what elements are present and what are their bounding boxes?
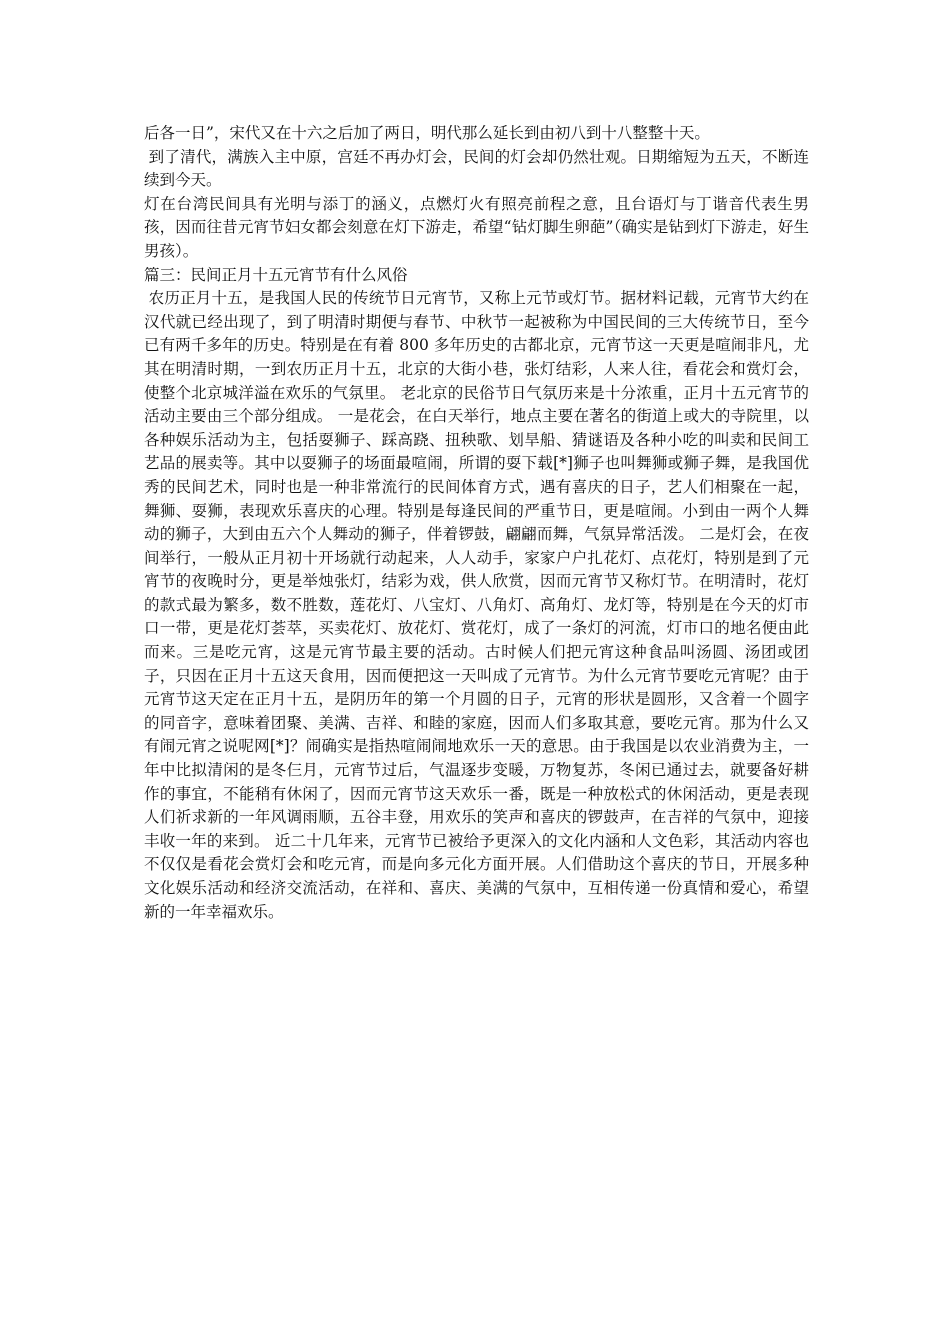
document-page: [144, 122, 809, 924]
section-heading: 篇三：民间正月十五元宵节有什么风俗: [144, 265, 408, 284]
paragraph-2: 到了清代，满族入主中原，宫廷不再办灯会，民间的灯会却仍然壮观。日期缩短为五天，不断连续到今天。: [144, 147, 809, 190]
paragraph-3: 灯在台湾民间具有光明与添丁的涵义，点燃灯火有照亮前程之意，且台语灯与丁谐音代表生男孩，因而往昔元宵节妇女都会刻意在灯下游走，希望“钻灯脚生卵葩”（确实是钻到灯下游走，好生男孩）。: [144, 194, 809, 260]
paragraph-1: 后各一日”，宋代又在十六之后加了两日，明代那么延长到由初八到十八整整十天。: [144, 124, 710, 142]
paragraph-4: 农历正月十五，是我国人民的传统节日元宵节，又称上元节或灯节。据材料记载，元宵节大约在汉代就已经出现了，到了明清时期便与春节、中秋节一起被称为中国民间的三大传统节日，至今已有两千多年的历史。特别是在有着 800 多年历史的古都北京，元宵节这一天更是喧闹非凡，尤其在明清时期，一到农历正月十五，北京的大街小巷，张灯结彩，人来人往，看花会和赏灯会，使整个北京城洋溢在欢乐的气氛里。 老北京的民俗节日气氛历来是十分浓重，正月十五元宵节的活动主要由三个部分组成。 一是花会，在白天举行，地点主要在著名的街道上或大的寺院里，以各种娱乐活动为主，包括耍狮子、踩高跷、扭秧歌、划旱船、猜谜语及各种小吃的叫卖和民间工艺品的展卖等。其中以耍狮子的场面最喧闹，所谓的耍下载[*]狮子也叫舞狮或狮子舞，是我国优秀的民间艺术，同时也是一种非常流行的民间体育方式，遇有喜庆的日子，艺人们相聚在一起，舞狮、耍狮，表现欢乐喜庆的心理。特别是每逢民间的严重节日，更是喧闹。小到由一两个人舞动的狮子，大到由五六个人舞动的狮子，伴着锣鼓，翩翩而舞，气氛异常活泼。 二是灯会，在夜间举行，一般从正月初十开场就行动起来，人人动手，家家户户扎花灯、点花灯，特别是到了元宵节的夜晚时分，更是举烛张灯，结彩为戏，供人欣赏，因而元宵节又称灯节。在明清时，花灯的款式最为繁多，数不胜数，莲花灯、八宝灯、八角灯、高角灯、龙灯等，特别是在今天的灯市口一带，更是花灯荟萃，买卖花灯、放花灯、赏花灯，成了一条灯的河流，灯市口的地名便由此而来。三是吃元宵，这是元宵节最主要的活动。古时候人们把元宵这种食品叫汤圆、汤团或团子，只因在正月十五这天食用，因而便把这一天叫成了元宵节。为什么元宵节要吃元宵呢？由于元宵节这天定在正月十五，是阴历年的第一个月圆的日子，元宵的形状是圆形，又含着一个圆字的同音字，意味着团聚、美满、吉祥、和睦的家庭，因而人们多取其意，要吃元宵。那为什么又有闹元宵之说呢网[*]？闹确实是指热喧闹闹地欢乐一天的意思。由于我国是以农业消费为主，一年中比拟清闲的是冬仨月，元宵节过后，气温逐步变暖，万物复苏，冬闲已通过去，就要备好耕作的事宜，不能稍有休闲了，因而元宵节这天欢乐一番，既是一种放松式的休闲活动，更是表现人们祈求新的一年风调雨顺，五谷丰登，用欢乐的笑声和喜庆的锣鼓声，在吉祥的气氛中，迎接丰收一年的来到。 近二十几年来，元宵节已被给予更深入的文化内涵和人文色彩，其活动内容也不仅仅是看花会赏灯会和吃元宵，而是向多元化方面开展。人们借助这个喜庆的节日，开展多种文化娱乐活动和经济交流活动，在祥和、喜庆、美满的气氛中，互相传递一份真情和爱心，希望新的一年幸福欢乐。: [144, 289, 809, 921]
